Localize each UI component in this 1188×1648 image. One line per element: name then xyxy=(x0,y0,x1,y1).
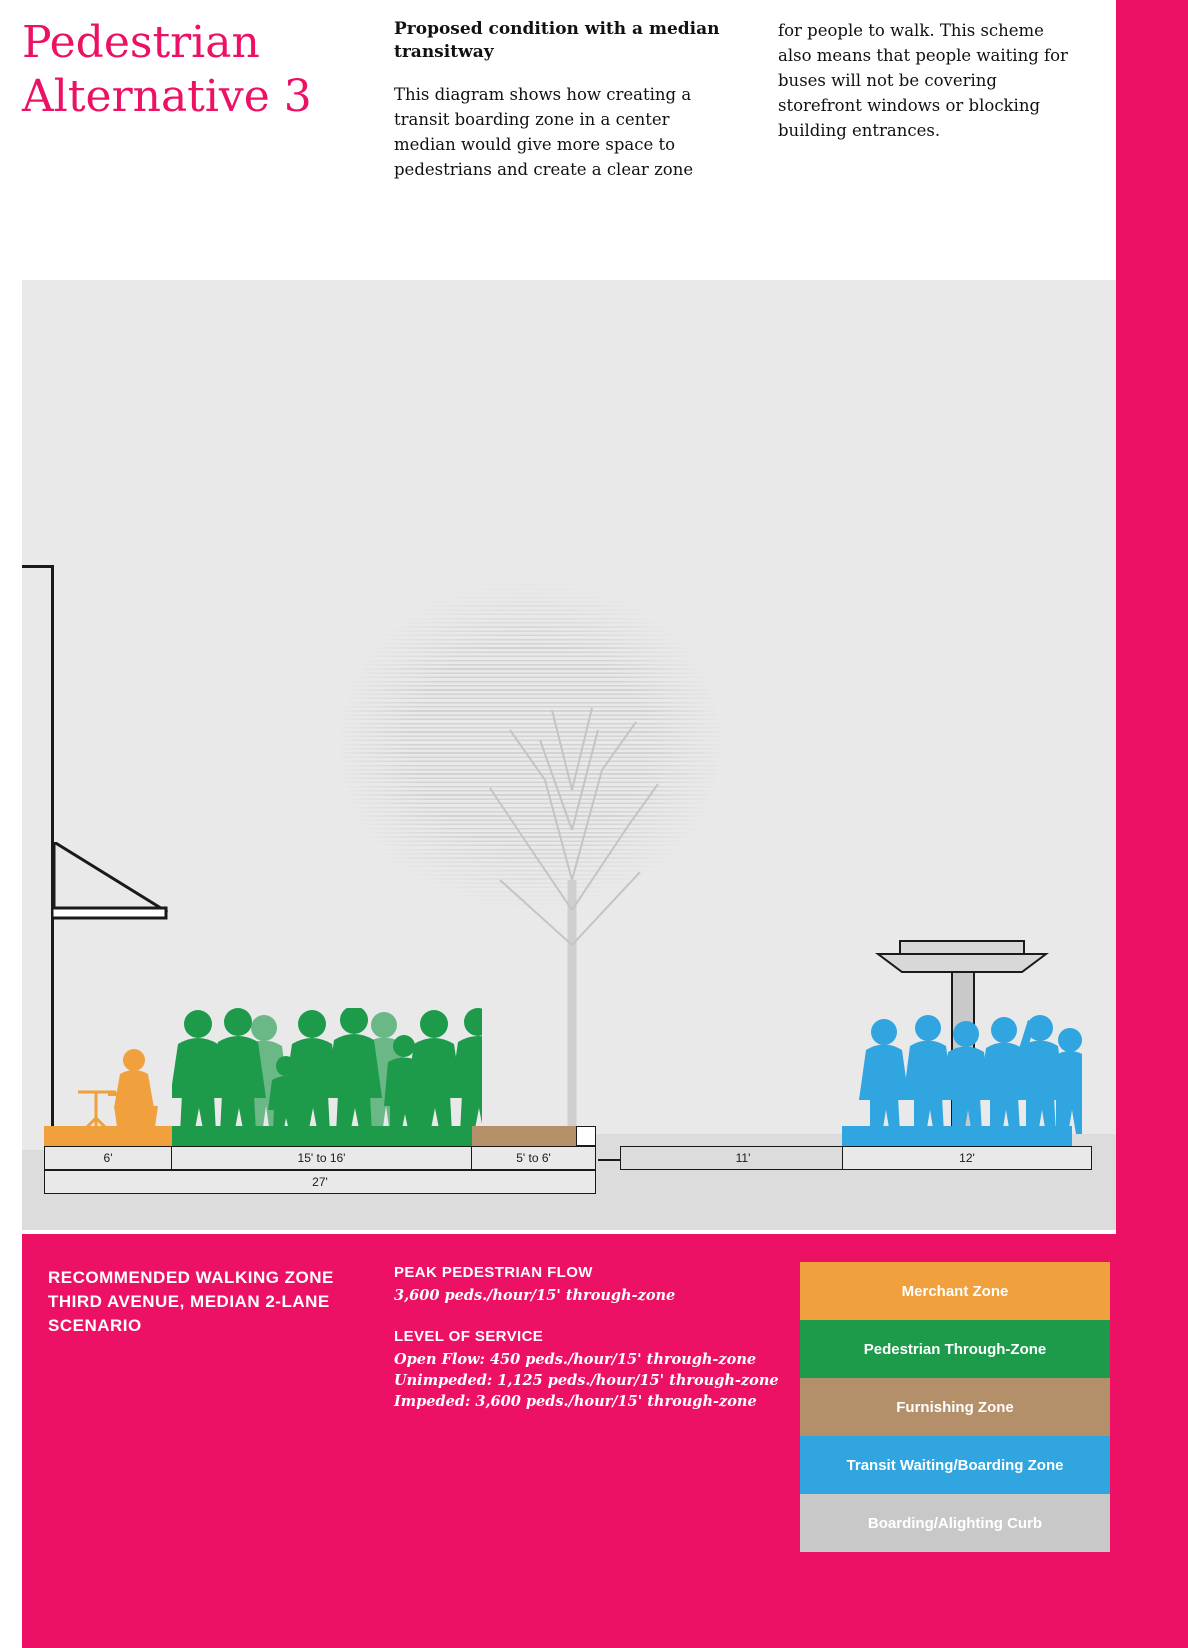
header-subtitle: Proposed condition with a median transitway xyxy=(394,19,720,62)
dimension-pedestrian: 15' to 16' xyxy=(172,1146,472,1170)
legend-label-merchant: Merchant Zone xyxy=(901,1282,1009,1300)
legend-item-pedestrian-through-zone xyxy=(800,1320,1110,1378)
legend-item-boarding-curb xyxy=(800,1494,1110,1552)
header-column-left xyxy=(394,18,724,182)
peak-flow-value: 3,600 peds./hour/15' through-zone xyxy=(394,1287,676,1304)
merchant-zone-figures xyxy=(72,1048,182,1134)
zone-band-transit xyxy=(842,1126,1072,1146)
dimension-merchant: 6' xyxy=(44,1146,172,1170)
pedestrian-through-zone-figures xyxy=(172,1008,482,1134)
zone-band-furnishing xyxy=(472,1126,576,1146)
legend-label-transit: Transit Waiting/Boarding Zone xyxy=(846,1456,1064,1474)
zone-band-pedestrian xyxy=(172,1126,472,1146)
level-of-service-impeded: Impeded: 3,600 peds./hour/15' through-zone xyxy=(394,1393,757,1410)
legend-item-transit-zone xyxy=(800,1436,1110,1494)
header-paragraph-right: for people to walk. This scheme also means that people waiting for buses will not be covering storefront windows or blocking building entrances. xyxy=(778,21,1068,140)
level-of-service-heading: LEVEL OF SERVICE xyxy=(394,1328,544,1345)
dimension-total: 27' xyxy=(44,1170,596,1194)
zone-legend xyxy=(800,1262,1110,1552)
dimension-strip xyxy=(44,1146,1114,1189)
legend-item-merchant-zone xyxy=(800,1262,1110,1320)
peak-flow-heading: PEAK PEDESTRIAN FLOW xyxy=(394,1264,593,1281)
legend-label-curb: Boarding/Alighting Curb xyxy=(867,1514,1043,1532)
summary-panel xyxy=(22,1234,1188,1648)
legend-item-furnishing-zone xyxy=(800,1378,1110,1436)
header-paragraph-left: This diagram shows how creating a transit boarding zone in a center median would give more space to pedestrians and create a clear zone xyxy=(394,85,694,179)
transit-waiting-zone-figures xyxy=(832,1012,1082,1134)
legend-label-furnishing: Furnishing Zone xyxy=(896,1398,1014,1416)
building-wall xyxy=(22,565,54,1150)
level-of-service-unimpeded: Unimpeded: 1,125 peds./hour/15' through-zone xyxy=(394,1372,779,1389)
page-header xyxy=(0,0,1116,280)
panel-stats xyxy=(394,1264,794,1412)
panel-title: RECOMMENDED WALKING ZONE THIRD AVENUE, MEDIAN 2-LANE SCENARIO xyxy=(48,1268,334,1335)
level-of-service-open: Open Flow: 450 peds./hour/15' through-zone xyxy=(394,1351,757,1368)
zone-band-curb-edge xyxy=(576,1126,596,1146)
page-title: Pedestrian Alternative 3 xyxy=(22,17,312,122)
legend-label-pedestrian: Pedestrian Through-Zone xyxy=(863,1340,1047,1358)
dimension-transit: 12' xyxy=(842,1146,1092,1170)
street-section-diagram xyxy=(22,280,1116,1230)
building-awning-icon xyxy=(52,842,138,922)
dimension-roadway: 11' xyxy=(620,1146,866,1170)
header-column-right xyxy=(778,18,1078,143)
zone-band-merchant xyxy=(44,1126,172,1146)
dimension-furnishing: 5' to 6' xyxy=(472,1146,596,1170)
